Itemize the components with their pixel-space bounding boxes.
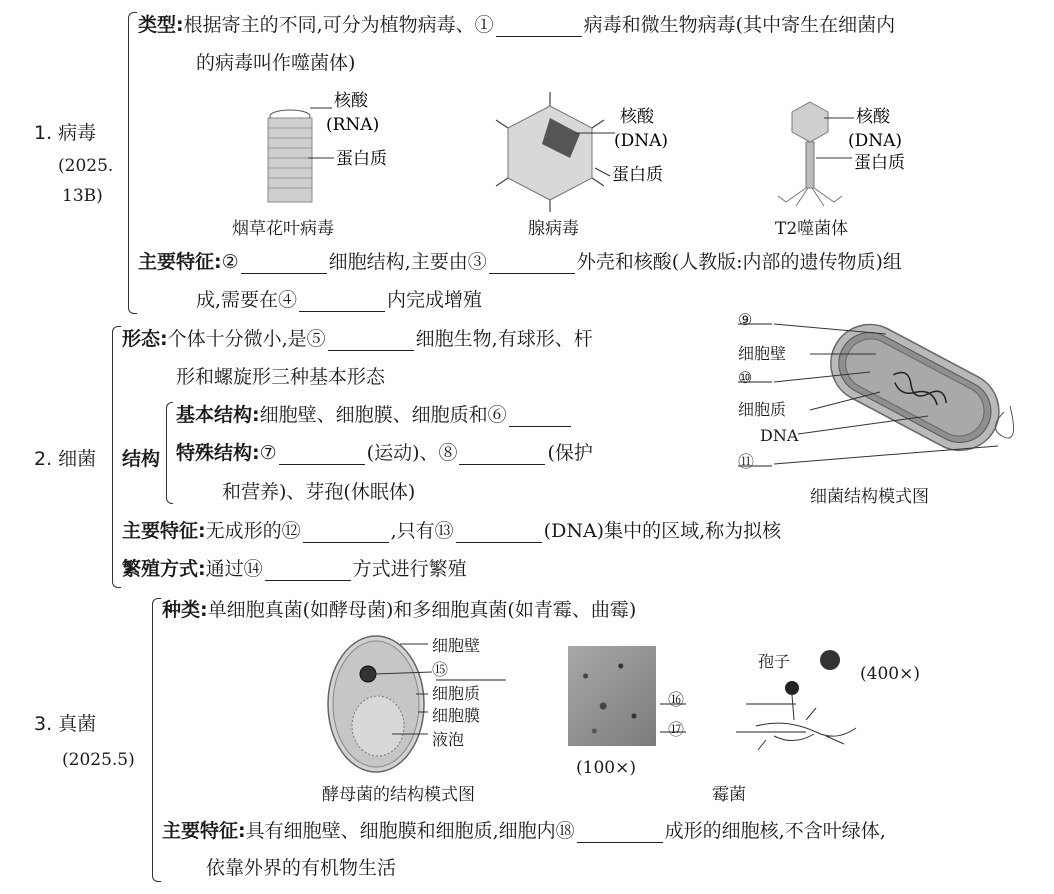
- bacteria-repro-line: 繁殖方式:通过⑭ 方式进行繁殖: [122, 558, 467, 580]
- yeast-structure-diagram: [320, 630, 520, 780]
- mold-photo-magnification: (100×): [576, 758, 636, 778]
- virus-source-note-2: 13B): [62, 186, 103, 206]
- mold-label-spore: 孢子: [758, 652, 791, 671]
- bacteria-label-9: ⑨: [738, 310, 753, 329]
- tobacco-mosaic-virus-diagram: [268, 108, 334, 202]
- yeast-label-vacuole: 液泡: [432, 730, 465, 749]
- virus-figures: [230, 88, 970, 238]
- virus-feature-line-2: 成,需要在④ 内完成增殖: [196, 289, 483, 311]
- blank-14[interactable]: [265, 562, 351, 581]
- adenovirus-diagram: [496, 92, 615, 212]
- bacteria-label-wall: 细胞壁: [738, 344, 787, 363]
- adeno-label-protein: 蛋白质: [612, 165, 663, 185]
- fungi-feature-line-2: 依靠外界的有机物生活: [206, 857, 397, 879]
- mold-caption: 霉菌: [712, 785, 746, 805]
- yeast-label-wall: 细胞壁: [432, 636, 481, 655]
- blank-4[interactable]: [299, 293, 385, 312]
- blank-1[interactable]: [496, 18, 582, 37]
- blank-8[interactable]: [459, 446, 545, 465]
- bacteria-label-dna: DNA: [760, 426, 799, 445]
- mold-micrograph: [568, 646, 656, 746]
- fungi-heading: 3. 真菌: [34, 713, 97, 735]
- t2-label-protein: 蛋白质: [854, 153, 905, 173]
- fungi-feature-line: 主要特征:具有细胞壁、细胞膜和细胞质,细胞内⑱ 成形的细胞核,不含叶绿体,: [162, 820, 886, 842]
- mold-label-17: ⑰: [668, 720, 685, 739]
- virus-brace: [128, 12, 137, 314]
- special-structure-line: 特殊结构:⑦ (运动)、⑧ (保护: [176, 442, 593, 464]
- bacteria-label-11: ⑪: [738, 452, 755, 471]
- t2-phage-caption: T2噬菌体: [775, 219, 849, 239]
- bacteria-form-line-2: 形和螺旋形三种基本形态: [176, 366, 386, 388]
- bacteria-heading: 2. 细菌: [34, 448, 97, 470]
- blank-2[interactable]: [241, 255, 327, 274]
- bacteria-label-cytoplasm: 细胞质: [738, 400, 787, 419]
- tmv-label-protein: 蛋白质: [336, 149, 387, 169]
- fungi-source-note: (2025.5): [62, 750, 135, 770]
- blank-7[interactable]: [279, 446, 365, 465]
- mold-drawing-magnification: (400×): [860, 664, 920, 684]
- t2-label-nucleic: 核酸: [856, 107, 890, 127]
- bacteria-brace: [112, 326, 121, 588]
- bacteria-structure-label: 结构: [122, 448, 161, 470]
- adenovirus-caption: 腺病毒: [528, 219, 579, 239]
- adeno-label-dna: (DNA): [614, 131, 669, 151]
- blank-6[interactable]: [509, 408, 571, 427]
- mold-label-16: ⑯: [668, 690, 685, 709]
- virus-feature-line: 主要特征:② 细胞结构,主要由③ 外壳和核酸(人教版:内部的遗传物质)组: [138, 251, 902, 273]
- blank-12[interactable]: [303, 524, 389, 543]
- t2-label-dna: (DNA): [848, 131, 903, 151]
- basic-structure-line: 基本结构:细胞壁、细胞膜、细胞质和⑥: [176, 403, 573, 427]
- tmv-label-nucleic: 核酸: [334, 91, 368, 111]
- structure-brace: [166, 402, 173, 504]
- blank-13[interactable]: [456, 524, 542, 543]
- yeast-label-15: ⑮: [432, 660, 449, 679]
- bacteria-feature-line: 主要特征:无成形的⑫ ,只有⑬ (DNA)集中的区域,称为拟核: [122, 520, 782, 542]
- blank-5[interactable]: [328, 332, 414, 351]
- t2-phage-diagram: [778, 102, 854, 206]
- virus-type-line-2: 的病毒叫作噬菌体): [196, 52, 356, 74]
- blank-3[interactable]: [489, 255, 575, 274]
- tmv-label-rna: (RNA): [326, 115, 380, 135]
- virus-source-note: (2025.: [58, 156, 114, 176]
- fungi-brace: [152, 598, 161, 882]
- virus-type-line: 类型:根据寄主的不同,可分为植物病毒、① 病毒和微生物病毒(其中寄生在细菌内: [138, 14, 896, 36]
- virus-heading: 1. 病毒: [34, 122, 97, 144]
- yeast-caption: 酵母菌的结构模式图: [322, 785, 475, 805]
- blank-18[interactable]: [577, 824, 663, 843]
- bacteria-caption: 细菌结构模式图: [810, 487, 929, 507]
- tmv-caption: 烟草花叶病毒: [232, 219, 334, 239]
- bacteria-structure-diagram: [730, 306, 1030, 476]
- bacteria-form-line: 形态:个体十分微小,是⑤ 细胞生物,有球形、杆: [122, 328, 593, 350]
- yeast-label-membrane: 细胞膜: [432, 706, 481, 725]
- yeast-label-cytoplasm: 细胞质: [432, 684, 481, 703]
- adeno-label-nucleic: 核酸: [620, 107, 654, 127]
- special-structure-line-2: 和营养)、芽孢(休眠体): [222, 481, 416, 503]
- bacteria-label-10: ⑩: [738, 368, 753, 387]
- fungi-kind-line: 种类:单细胞真菌(如酵母菌)和多细胞真菌(如青霉、曲霉): [162, 599, 637, 621]
